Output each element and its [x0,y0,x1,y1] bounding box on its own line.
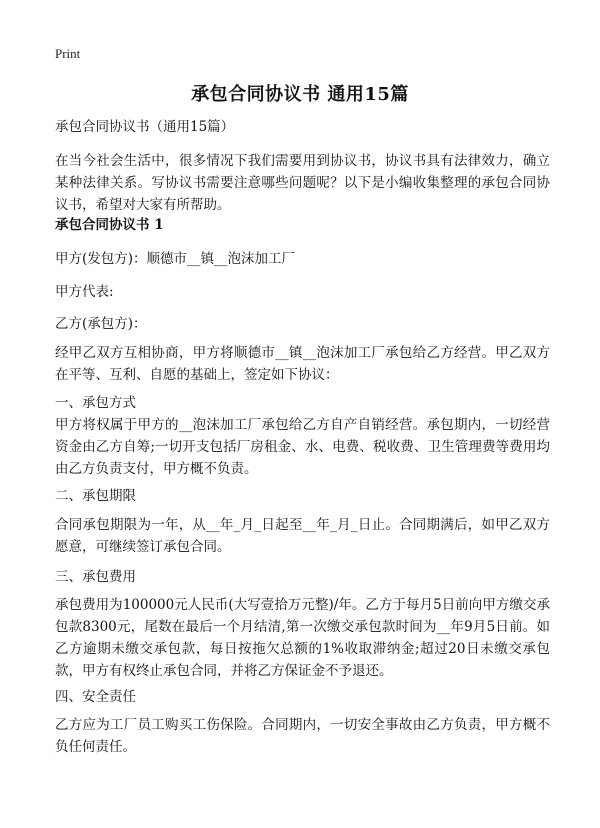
clause-3-text: 承包费用为100000元人民币(大写壹拾万元整)/年。乙方于每月5日前向甲方缴交承包款8300元，尾数在最后一个月结清,第一次缴交承包款时间为__年9月5日前。如乙方逾期未缴交承包款，每日按拖欠总额的1%收取滞纳金;超过20日未缴交承包款，甲方有权终止承包合同，并将乙方保证金不予退还。 [55,597,550,679]
clause-4-text: 乙方应为工厂员工购买工伤保险。合同期内，一切安全事故由乙方负责，甲方概不负任何责任。 [55,717,550,755]
preamble-paragraph: 经甲乙双方互相协商，甲方将顺德市__镇__泡沫加工厂承包给乙方经营。甲乙双方在平等、互利、自愿的基础上，签定如下协议： [55,345,550,383]
section-heading: 承包合同协议书 1 [55,217,164,233]
document-subtitle: 承包合同协议书（通用15篇） [55,119,235,135]
print-link[interactable]: Print [55,46,81,61]
intro-paragraph: 在当今社会生活中，很多情况下我们需要用到协议书，协议书具有法律效力，确立某种法律关系。写协议书需要注意哪些问题呢？以下是小编收集整理的承包合同协议书，希望对大家有所帮助。 [55,153,550,213]
clause-2-title: 二、承包期限 [55,488,136,504]
clause-1-text: 甲方将权属于甲方的__泡沫加工厂承包给乙方自产自销经营。承包期内，一切经营资金由乙方自筹;一切开支包括厂房租金、水、电费、税收费、卫生管理费等费用均由乙方负责支付，甲方概不负责。 [55,417,550,477]
party-a-line: 甲方(发包方)：顺德市__镇__泡沫加工厂 [55,251,296,267]
clause-2-text: 合同承包期限为一年，从__年_月_日起至__年_月_日止。合同期满后，如甲乙双方愿意，可继续签订承包合同。 [55,517,550,555]
page-title: 承包合同协议书 通用15篇 [191,84,409,105]
party-b-line: 乙方(承包方)： [55,316,147,332]
party-a-representative-line: 甲方代表: [55,284,114,300]
clause-3-title: 三、承包费用 [55,569,136,585]
clause-4-title: 四、安全责任 [55,689,136,705]
clause-1-title: 一、承包方式 [55,395,136,411]
